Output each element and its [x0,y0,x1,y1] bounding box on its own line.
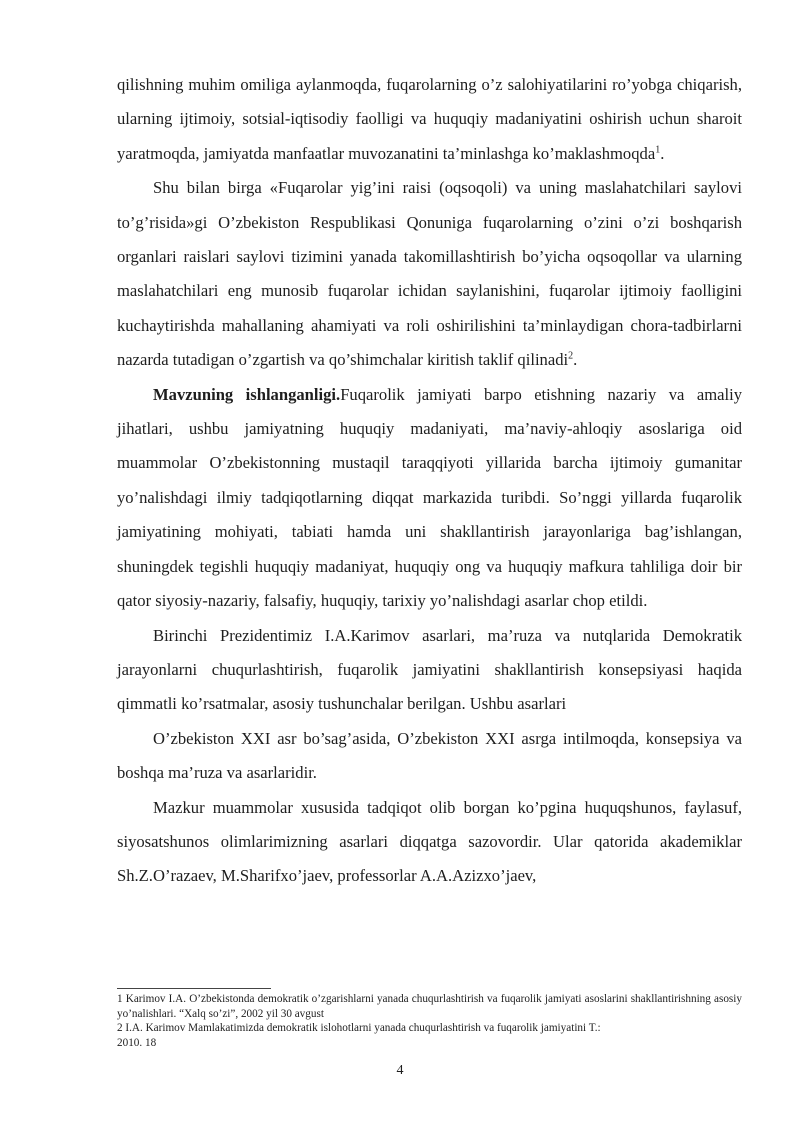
document-body [117,68,742,894]
paragraph-works-list: O’zbekiston XXI asr bo’sag’asida, O’zbekiston XXI asrga intilmoqda, konsepsiya va boshqa ma’ruza va asarlaridir. [117,728,742,783]
section-heading: Mavzuning ishlanganligi. [153,384,341,404]
paragraph-continuation [117,68,742,171]
footnote-2-line-2: 2010. 18 [117,1036,157,1049]
footnote-1: 1 Karimov I.A. O’zbekistonda demokratik o’zgarishlarni yanada chuqurlashtirish va fuqarolik jamiyati asoslarini shakllantirishning asosiy yo’nalishlari. “Xalq so’zi”, 2002 yil 30 avgust [117,993,742,1020]
footnote-2-line-1: 2 I.A. Karimov Mamlakatimizda demokratik islohotlarni yanada chuqurlashtirish va fuqarolik jamiyatini T.: [117,1022,601,1035]
footnote-ref-2[interactable]: 2 [568,350,574,362]
paragraph-end: . [660,143,665,163]
paragraph-topic-development [117,378,742,619]
paragraph-law-proposal [117,171,742,377]
paragraph-text: Fuqarolik jamiyati barpo etishning nazariy va amaliy jihatlari, ushbu jamiyatning huquqiy madaniyati, ma’naviy-ahloqiy asoslariga oid muammolar O’zbekistonning mustaqil taraqqiyoti yillarida barcha ijtimoiy gumanitar yo’nalishdagi ilmiy tadqiqotlarning diqqat markazida turibdi. So’nggi yillarda fuqarolik jamiyatining mohiyati, tabiati hamda uni shakllantirish jarayonlariga bag’ishlangan, shuningdek tegishli huquqiy madaniyat, huquqiy ong va huquqiy mafkura tahliliga doir bir qator siyosiy-nazariy, falsafiy, huquqiy, tarixiy yo’nalishdagi asarlar chop etildi. [117,384,742,611]
footnote-separator [117,988,271,989]
footnotes [117,992,742,1050]
footnote-ref-1[interactable]: 1 [655,144,661,156]
paragraph-end: . [573,350,578,370]
paragraph-karimov-works: Birinchi Prezidentimiz I.A.Karimov asarlari, ma’ruza va nutqlarida Demokratik jarayonlarni chuqurlashtirish, fuqarolik jamiyatini shakllantirish konsepsiyasi haqida qimmatli ko’rsatmalar, asosiy tushunchalar berilgan. Ushbu asarlari [117,625,742,714]
paragraph-text: qilishning muhim omiliga aylanmoqda, fuqarolarning o’z salohiyatilarini ro’yobga chiqarish, ularning ijtimoiy, sotsial-iqtisodiy faolligi va huquqiy madaniyatini oshirish uchun sharoit yaratmoqda, jamiyatda manfaatlar muvozanatini ta’minlashga ko’maklashmoqda [117,75,742,163]
paragraph-text: Shu bilan birga «Fuqarolar yig’ini raisi (oqsoqoli) va uning maslahatchilari saylovi to’g’risida»gi O’zbekiston Respublikasi Qonuniga fuqarolarning o’zini o’zi boshqarish organlari raislari saylovi tizimini yanada takomillashtirish bo’yicha oqsoqollar va ularning maslahatchilari eng munosib fuqarolar ichidan saylanishini, fuqarolar ijtimoiy faolligini kuchaytirishda mahallaning ahamiyati va roli oshirilishini ta’minlaydigan chora-tadbirlarni nazarda tutadigan o’zgartish va qo’shimchalar kiritish taklif qilinadi [117,178,742,370]
paragraph-scholars: Mazkur muammolar xususida tadqiqot olib borgan ko’pgina huquqshunos, faylasuf, siyosatshunos olimlarimizning asarlari diqqatga sazovordir. Ular qatorida akademiklar Sh.Z.O’razaev, M.Sharifxo’jaev, professorlar A.A.Azizxo’jaev, [117,797,742,886]
page-number: 4 [396,1063,404,1078]
